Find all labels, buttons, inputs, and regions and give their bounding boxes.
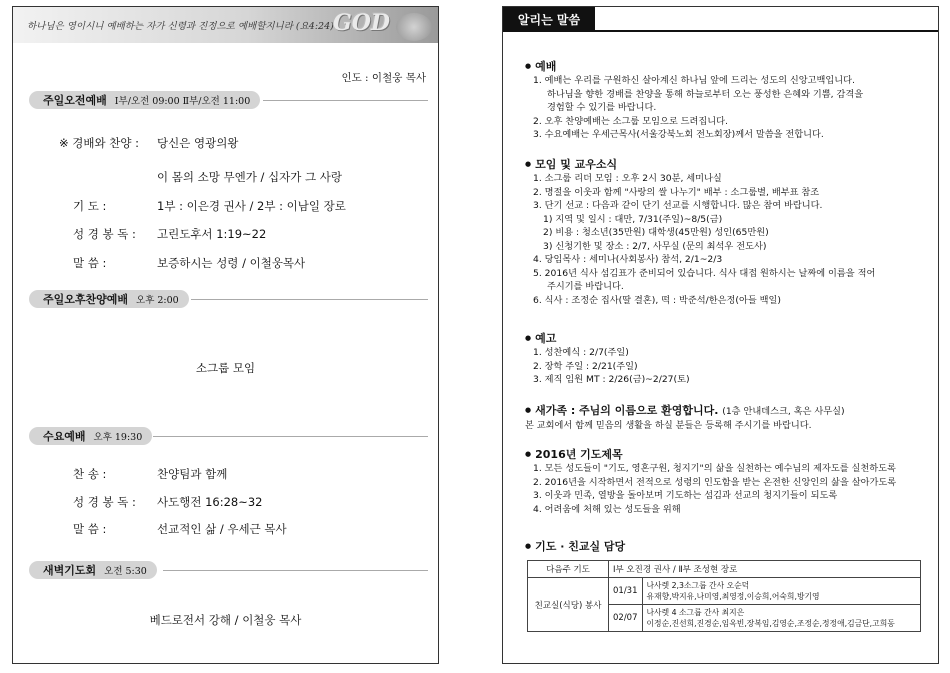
prayer-topics — [525, 447, 896, 516]
table-cell — [642, 578, 921, 605]
leader-line: 인도 : 이철웅 목사 — [341, 72, 426, 84]
god-logo: GOD — [332, 10, 390, 36]
dawn-body: 베드로전서 강해 / 이철웅 목사 — [149, 613, 302, 627]
announcements-page — [502, 6, 939, 664]
section-heading: ● 기도 · 친교실 담당 — [525, 539, 625, 554]
notice-line: 6. 식사 : 조정순 집사(딸 결혼), 떡 : 박준석/한은정(아들 백일) — [533, 294, 781, 306]
row-value: 이 몸의 소망 무엔가 / 십자가 그 사랑 — [157, 170, 342, 184]
notice-line: 4. 당임목사 : 세미나(사회봉사) 참석, 2/1~2/3 — [533, 254, 723, 265]
table-cell: 친교실(식당) 봉사 — [528, 578, 609, 632]
notice-line: 1) 지역 및 일시 : 대만, 7/31(주일)~8/5(금) — [543, 213, 723, 225]
section-header-morning — [29, 91, 260, 109]
notice-line: 4. 어려움에 처해 있는 성도들을 위해 — [533, 503, 681, 515]
entry-line: 유재향,박지유,나미영,최영정,이승희,어숙희,방기영 — [646, 592, 820, 601]
afternoon-body: 소그룹 모임 — [195, 361, 256, 375]
notice-line: 3. 단기 선교 : 다음과 같이 단기 선교를 시행합니다. 많은 참여 바랍니다. — [533, 200, 823, 211]
section-title: 주일오후찬양예배 — [43, 293, 129, 306]
duty-section — [525, 539, 625, 554]
worship-order-page — [12, 6, 439, 664]
preview-notices — [525, 331, 690, 387]
section-title: 수요예배 — [43, 430, 86, 443]
flower-decoration-icon — [396, 13, 432, 41]
divider — [153, 436, 428, 437]
row-value: 당신은 영광의왕 — [157, 136, 239, 150]
worship-notices — [525, 59, 863, 142]
duty-table — [527, 560, 921, 632]
row-label: 찬 송 : — [73, 467, 107, 481]
notice-line: 1. 모든 성도들이 "기도, 영혼구원, 청지기"의 삶을 실천하는 예수님의 제자도를 실천하도록 — [533, 463, 896, 474]
notice-line: 3. 제직 임원 MT : 2/26(금)~2/27(토) — [533, 374, 690, 385]
section-heading: ● 모임 및 교우소식 — [525, 157, 875, 172]
notice-line: 1. 예배는 우리를 구원하신 살아계신 하나님 앞에 드리는 성도의 신앙고백입니다. — [533, 75, 855, 86]
notice-line: 하나님을 향한 경배를 찬양을 통해 하늘로부터 오는 풍성한 은혜와 기쁨, 감격을 — [547, 88, 864, 100]
page-title: 알리는 말씀 — [503, 7, 595, 31]
newcomer-notices — [525, 403, 845, 433]
notice-line: 3) 신청기한 및 장소 : 2/7, 사무실 (문의 최석우 전도사) — [543, 240, 767, 252]
row-label: 말 씀 : — [73, 256, 107, 270]
section-time: 오후 19:30 — [93, 432, 143, 443]
section-heading — [525, 403, 845, 419]
row-label: 기 도 : — [73, 199, 107, 213]
row-label: 말 씀 : — [73, 522, 107, 536]
row-value: 선교적인 삶 / 우세근 목사 — [157, 522, 287, 536]
table-row — [528, 578, 921, 605]
title-rule — [503, 30, 938, 32]
entry-line: 나사렛 4 소그룹 간사 최지은 — [646, 608, 745, 617]
table-cell: 01/31 — [609, 578, 643, 605]
scripture-verse: 하나님은 영이시니 예배하는 자가 신령과 진정으로 예배할지니라 (요4:24) — [27, 21, 334, 32]
section-header-dawn — [29, 561, 157, 579]
section-header-afternoon — [29, 290, 189, 308]
notice-line: 본 교회에서 함께 믿음의 생활을 하실 분들은 등록해 주시기를 바랍니다. — [525, 420, 812, 431]
notice-line: 3. 수요예배는 우세근목사(서울강북노회 전노회장)께서 말씀을 전합니다. — [533, 129, 824, 140]
notice-line: 5. 2016년 식사 섬김표가 준비되어 있습니다. 식사 대접 원하시는 날짜에 이름을 적어 — [533, 267, 876, 279]
row-label: ※ 경배와 찬양 : — [59, 136, 140, 150]
row-label: 성 경 봉 독 : — [73, 227, 136, 241]
meeting-notices — [525, 157, 875, 307]
notice-line: 2. 장학 주일 : 2/21(주일) — [533, 360, 638, 372]
heading-sub: (1층 안내데스크, 혹은 사무실) — [722, 406, 845, 417]
divider — [163, 570, 428, 571]
section-time: Ⅰ부/오전 09:00 Ⅱ부/오전 11:00 — [114, 96, 251, 107]
section-heading: ● 2016년 기도제목 — [525, 447, 896, 462]
section-title: 주일오전예배 — [43, 94, 107, 107]
row-value: 1부 : 이은경 권사 / 2부 : 이남일 장로 — [157, 199, 346, 213]
notice-line: 1. 소그룹 리더 모임 : 오후 2시 30분, 세미나실 — [533, 173, 722, 184]
entry-line: 이정순,진선희,진경순,임옥빈,장복임,김영순,조정순,정정애,김금단,고희동 — [646, 619, 895, 628]
entry-line: 나사렛 2,3소그룹 간사 오순덕 — [646, 581, 750, 590]
notice-line: 3. 이웃과 민족, 열방을 돌아보며 기도하는 섬김과 선교의 청지기들이 되도록 — [533, 490, 838, 501]
row-value: 찬양팀과 함께 — [157, 467, 228, 481]
notice-line: 2) 비용 : 청소년(35만원) 대학생(45만원) 성인(65만원) — [543, 227, 769, 238]
row-value: 보증하시는 성령 / 이철웅목사 — [157, 256, 306, 270]
row-value: 고린도후서 1:19~22 — [157, 227, 267, 241]
notice-line: 2. 명절을 이웃과 함께 "사랑의 쌀 나누기" 배부 : 소그룹별, 배부표 참조 — [533, 186, 820, 198]
notice-line: 2. 2016년을 시작하면서 전적으로 성령의 인도함을 받는 온전한 신앙인의 삶을 살아가도록 — [533, 476, 897, 488]
notice-line: 2. 오후 찬양예배는 소그룹 모임으로 드려집니다. — [533, 115, 728, 127]
table-row — [528, 561, 921, 578]
notice-line: 주시기를 바랍니다. — [547, 281, 624, 292]
row-label: 성 경 봉 독 : — [73, 495, 136, 509]
section-title: 새벽기도회 — [43, 564, 97, 577]
heading-text: 새가족 : 주님의 이름으로 환영합니다. — [535, 404, 719, 417]
table-cell — [642, 605, 921, 632]
section-header-wednesday — [29, 427, 152, 445]
section-heading: ● 예배 — [525, 59, 863, 74]
table-cell: 02/07 — [609, 605, 643, 632]
notice-line: 경험할 수 있기를 바랍니다. — [547, 102, 657, 113]
row-value: 사도행전 16:28~32 — [157, 495, 263, 509]
section-time: 오후 2:00 — [136, 295, 179, 306]
table-cell: Ⅰ부 오진경 권사 / Ⅱ부 조성현 장로 — [609, 561, 921, 578]
notice-line: 1. 성찬예식 : 2/7(주일) — [533, 347, 629, 358]
section-heading: ● 예고 — [525, 331, 690, 346]
divider — [263, 100, 428, 101]
header-banner — [13, 7, 438, 43]
divider — [191, 299, 428, 300]
section-time: 오전 5:30 — [104, 566, 147, 577]
table-cell: 다음주 기도 — [528, 561, 609, 578]
